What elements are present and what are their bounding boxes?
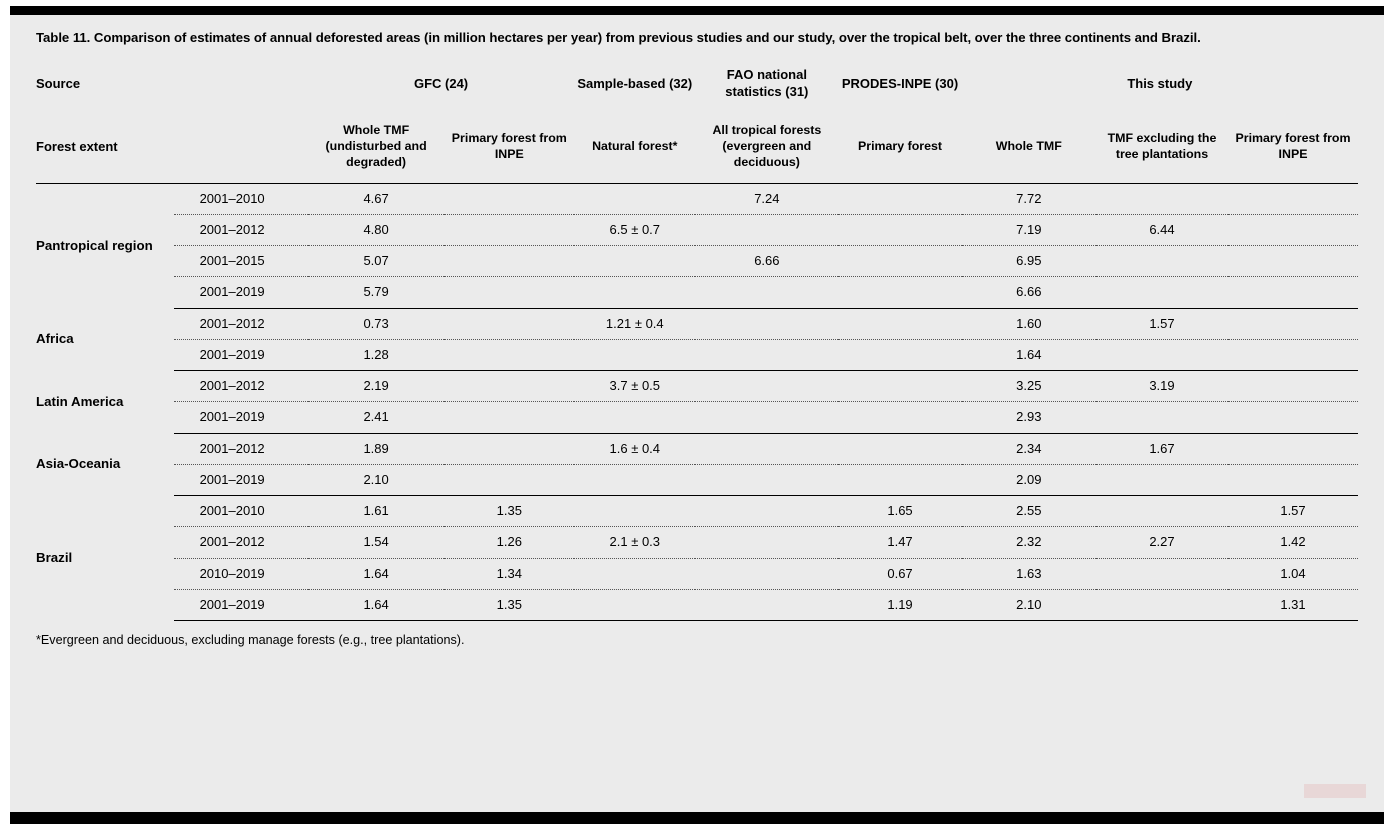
cell-whole-tmf-ours: 7.19	[962, 214, 1096, 245]
row-period: 2001–2019	[174, 402, 308, 433]
table-row	[36, 308, 1358, 339]
cell-primary-inpe-gfc	[444, 308, 574, 339]
header-col-primary-forest: Primary forest	[858, 138, 943, 153]
cell-primary-forest	[838, 183, 961, 214]
bottom-bar	[10, 812, 1384, 824]
header-col-natural-forest: Natural forest*	[592, 138, 678, 153]
table-row	[36, 246, 1358, 277]
cell-whole-tmf-ours: 1.60	[962, 308, 1096, 339]
page-marker	[1304, 784, 1366, 798]
cell-primary-inpe-ours	[1228, 402, 1358, 433]
cell-tmf-excl-plantations	[1096, 558, 1228, 589]
row-period: 2001–2012	[174, 433, 308, 464]
table-caption: Table 11. Comparison of estimates of annual deforested areas (in million hectares per year) from previous studies and our study, over the tropical belt, over the three continents and Brazil.	[36, 30, 1201, 45]
cell-whole-tmf-gfc: 2.41	[308, 402, 444, 433]
cell-all-tropical-forests	[695, 433, 838, 464]
cell-whole-tmf-gfc: 1.64	[308, 558, 444, 589]
cell-primary-inpe-ours	[1228, 277, 1358, 308]
group-label-latin-america: Latin America	[36, 393, 124, 409]
cell-primary-inpe-gfc	[444, 277, 574, 308]
cell-whole-tmf-gfc: 1.89	[308, 433, 444, 464]
cell-natural-forest	[574, 339, 695, 370]
cell-all-tropical-forests: 7.24	[695, 183, 838, 214]
cell-natural-forest: 6.5 ± 0.7	[574, 214, 695, 245]
cell-all-tropical-forests: 6.66	[695, 246, 838, 277]
table-row	[36, 496, 1358, 527]
group-label-africa: Africa	[36, 331, 74, 347]
row-period: 2001–2019	[174, 277, 308, 308]
cell-natural-forest: 3.7 ± 0.5	[574, 371, 695, 402]
cell-all-tropical-forests	[695, 214, 838, 245]
row-period: 2001–2015	[174, 246, 308, 277]
cell-primary-inpe-ours: 1.31	[1228, 589, 1358, 620]
table-row	[36, 214, 1358, 245]
cell-tmf-excl-plantations	[1096, 277, 1228, 308]
header-row-forest-extent	[36, 113, 1358, 183]
row-period: 2001–2019	[174, 464, 308, 495]
table-body	[36, 183, 1358, 621]
cell-natural-forest	[574, 277, 695, 308]
cell-tmf-excl-plantations	[1096, 246, 1228, 277]
cell-all-tropical-forests	[695, 402, 838, 433]
cell-natural-forest	[574, 183, 695, 214]
cell-primary-forest	[838, 433, 961, 464]
cell-tmf-excl-plantations	[1096, 339, 1228, 370]
cell-primary-inpe-ours	[1228, 183, 1358, 214]
cell-primary-inpe-gfc: 1.26	[444, 527, 574, 558]
cell-primary-forest	[838, 214, 961, 245]
row-period: 2001–2010	[174, 496, 308, 527]
row-period: 2001–2012	[174, 527, 308, 558]
cell-all-tropical-forests	[695, 558, 838, 589]
cell-tmf-excl-plantations: 2.27	[1096, 527, 1228, 558]
cell-whole-tmf-gfc: 1.64	[308, 589, 444, 620]
header-col-all-tropical-forests: All tropical forests (evergreen and deciduous)	[712, 123, 822, 169]
cell-primary-inpe-ours: 1.57	[1228, 496, 1358, 527]
cell-tmf-excl-plantations: 1.67	[1096, 433, 1228, 464]
cell-all-tropical-forests	[695, 371, 838, 402]
header-col-primary-inpe-gfc: Primary forest from INPE	[451, 130, 567, 161]
cell-primary-inpe-gfc	[444, 371, 574, 402]
table-row	[36, 339, 1358, 370]
cell-all-tropical-forests	[695, 464, 838, 495]
row-period: 2001–2010	[174, 183, 308, 214]
table-row	[36, 464, 1358, 495]
cell-primary-inpe-ours	[1228, 308, 1358, 339]
cell-natural-forest	[574, 464, 695, 495]
cell-primary-inpe-gfc	[444, 402, 574, 433]
cell-whole-tmf-gfc: 4.67	[308, 183, 444, 214]
row-period: 2001–2019	[174, 589, 308, 620]
cell-whole-tmf-ours: 2.34	[962, 433, 1096, 464]
table-row	[36, 183, 1358, 214]
cell-natural-forest: 1.21 ± 0.4	[574, 308, 695, 339]
cell-all-tropical-forests	[695, 277, 838, 308]
table-row	[36, 433, 1358, 464]
header-source-fao	[695, 55, 838, 113]
cell-primary-inpe-gfc: 1.35	[444, 496, 574, 527]
header-source-sample-based-text: Sample-based (32)	[577, 75, 693, 91]
header-source-fao-text: FAO national statistics (31)	[725, 67, 809, 100]
cell-whole-tmf-gfc: 1.28	[308, 339, 444, 370]
cell-primary-inpe-gfc	[444, 464, 574, 495]
row-period: 2010–2019	[174, 558, 308, 589]
row-period: 2001–2012	[174, 214, 308, 245]
cell-whole-tmf-ours: 2.10	[962, 589, 1096, 620]
cell-natural-forest: 2.1 ± 0.3	[574, 527, 695, 558]
header-col-tmf-excluding-plantations: TMF excluding the tree plantations	[1107, 130, 1217, 161]
cell-whole-tmf-ours: 2.55	[962, 496, 1096, 527]
header-col-whole-tmf-gfc: Whole TMF (undisturbed and degraded)	[325, 123, 427, 169]
header-col-primary-inpe-ours: Primary forest from INPE	[1235, 130, 1351, 161]
cell-whole-tmf-gfc: 4.80	[308, 214, 444, 245]
cell-all-tropical-forests	[695, 589, 838, 620]
cell-natural-forest: 1.6 ± 0.4	[574, 433, 695, 464]
cell-whole-tmf-gfc: 2.10	[308, 464, 444, 495]
comparison-table	[36, 55, 1358, 621]
cell-natural-forest	[574, 589, 695, 620]
cell-all-tropical-forests	[695, 496, 838, 527]
cell-primary-forest: 1.65	[838, 496, 961, 527]
header-source-label: Source	[36, 75, 81, 91]
cell-primary-inpe-gfc	[444, 339, 574, 370]
row-period: 2001–2012	[174, 308, 308, 339]
cell-primary-inpe-gfc: 1.34	[444, 558, 574, 589]
table-row	[36, 558, 1358, 589]
table-row	[36, 402, 1358, 433]
table-footnote: *Evergreen and deciduous, excluding manage forests (e.g., tree plantations).	[36, 633, 465, 648]
header-row-source	[36, 55, 1358, 113]
cell-primary-forest: 1.19	[838, 589, 961, 620]
cell-natural-forest	[574, 558, 695, 589]
header-source-gfc	[308, 55, 574, 113]
group-label-brazil: Brazil	[36, 549, 73, 565]
cell-natural-forest	[574, 402, 695, 433]
table-row	[36, 527, 1358, 558]
header-source-prodes	[838, 55, 961, 113]
cell-all-tropical-forests	[695, 527, 838, 558]
cell-primary-inpe-gfc: 1.35	[444, 589, 574, 620]
header-source-this-study	[962, 55, 1358, 113]
cell-whole-tmf-ours: 2.09	[962, 464, 1096, 495]
cell-whole-tmf-ours: 1.63	[962, 558, 1096, 589]
table-row	[36, 371, 1358, 402]
cell-whole-tmf-ours: 6.95	[962, 246, 1096, 277]
cell-tmf-excl-plantations	[1096, 589, 1228, 620]
group-label-pantropical: Pantropical region	[36, 237, 153, 253]
cell-tmf-excl-plantations: 3.19	[1096, 371, 1228, 402]
cell-primary-inpe-ours	[1228, 214, 1358, 245]
cell-primary-forest: 1.47	[838, 527, 961, 558]
cell-whole-tmf-gfc: 5.07	[308, 246, 444, 277]
row-period: 2001–2019	[174, 339, 308, 370]
cell-primary-inpe-gfc	[444, 246, 574, 277]
cell-whole-tmf-gfc: 5.79	[308, 277, 444, 308]
cell-natural-forest	[574, 496, 695, 527]
table-row	[36, 277, 1358, 308]
cell-whole-tmf-ours: 2.93	[962, 402, 1096, 433]
cell-tmf-excl-plantations: 6.44	[1096, 214, 1228, 245]
cell-primary-inpe-ours: 1.42	[1228, 527, 1358, 558]
row-period: 2001–2012	[174, 371, 308, 402]
cell-primary-inpe-gfc	[444, 433, 574, 464]
header-col-whole-tmf-ours: Whole TMF	[995, 138, 1062, 153]
cell-whole-tmf-gfc: 1.54	[308, 527, 444, 558]
cell-primary-inpe-gfc	[444, 214, 574, 245]
header-forest-extent-label: Forest extent	[36, 138, 118, 154]
cell-tmf-excl-plantations	[1096, 464, 1228, 495]
cell-primary-inpe-ours	[1228, 339, 1358, 370]
cell-whole-tmf-ours: 6.66	[962, 277, 1096, 308]
cell-primary-forest	[838, 464, 961, 495]
cell-primary-inpe-ours	[1228, 464, 1358, 495]
cell-all-tropical-forests	[695, 308, 838, 339]
header-source-this-study-text: This study	[1127, 75, 1193, 91]
cell-primary-inpe-ours: 1.04	[1228, 558, 1358, 589]
header-source-sample-based	[574, 55, 695, 113]
cell-tmf-excl-plantations: 1.57	[1096, 308, 1228, 339]
cell-whole-tmf-ours: 1.64	[962, 339, 1096, 370]
cell-primary-forest	[838, 402, 961, 433]
cell-primary-forest	[838, 371, 961, 402]
cell-whole-tmf-ours: 2.32	[962, 527, 1096, 558]
cell-whole-tmf-gfc: 0.73	[308, 308, 444, 339]
cell-primary-forest	[838, 246, 961, 277]
cell-primary-inpe-ours	[1228, 433, 1358, 464]
header-source-gfc-text: GFC (24)	[413, 75, 469, 91]
cell-tmf-excl-plantations	[1096, 183, 1228, 214]
header-source-prodes-text: PRODES-INPE (30)	[841, 75, 959, 91]
cell-primary-forest: 0.67	[838, 558, 961, 589]
cell-natural-forest	[574, 246, 695, 277]
cell-whole-tmf-ours: 7.72	[962, 183, 1096, 214]
cell-whole-tmf-gfc: 2.19	[308, 371, 444, 402]
cell-tmf-excl-plantations	[1096, 496, 1228, 527]
cell-primary-inpe-ours	[1228, 246, 1358, 277]
cell-primary-inpe-gfc	[444, 183, 574, 214]
cell-primary-forest	[838, 277, 961, 308]
cell-primary-forest	[838, 308, 961, 339]
cell-whole-tmf-gfc: 1.61	[308, 496, 444, 527]
cell-primary-inpe-ours	[1228, 371, 1358, 402]
table-panel	[10, 6, 1384, 824]
cell-tmf-excl-plantations	[1096, 402, 1228, 433]
cell-whole-tmf-ours: 3.25	[962, 371, 1096, 402]
table-row	[36, 589, 1358, 620]
cell-primary-forest	[838, 339, 961, 370]
group-label-asia-oceania: Asia-Oceania	[36, 456, 121, 472]
cell-all-tropical-forests	[695, 339, 838, 370]
